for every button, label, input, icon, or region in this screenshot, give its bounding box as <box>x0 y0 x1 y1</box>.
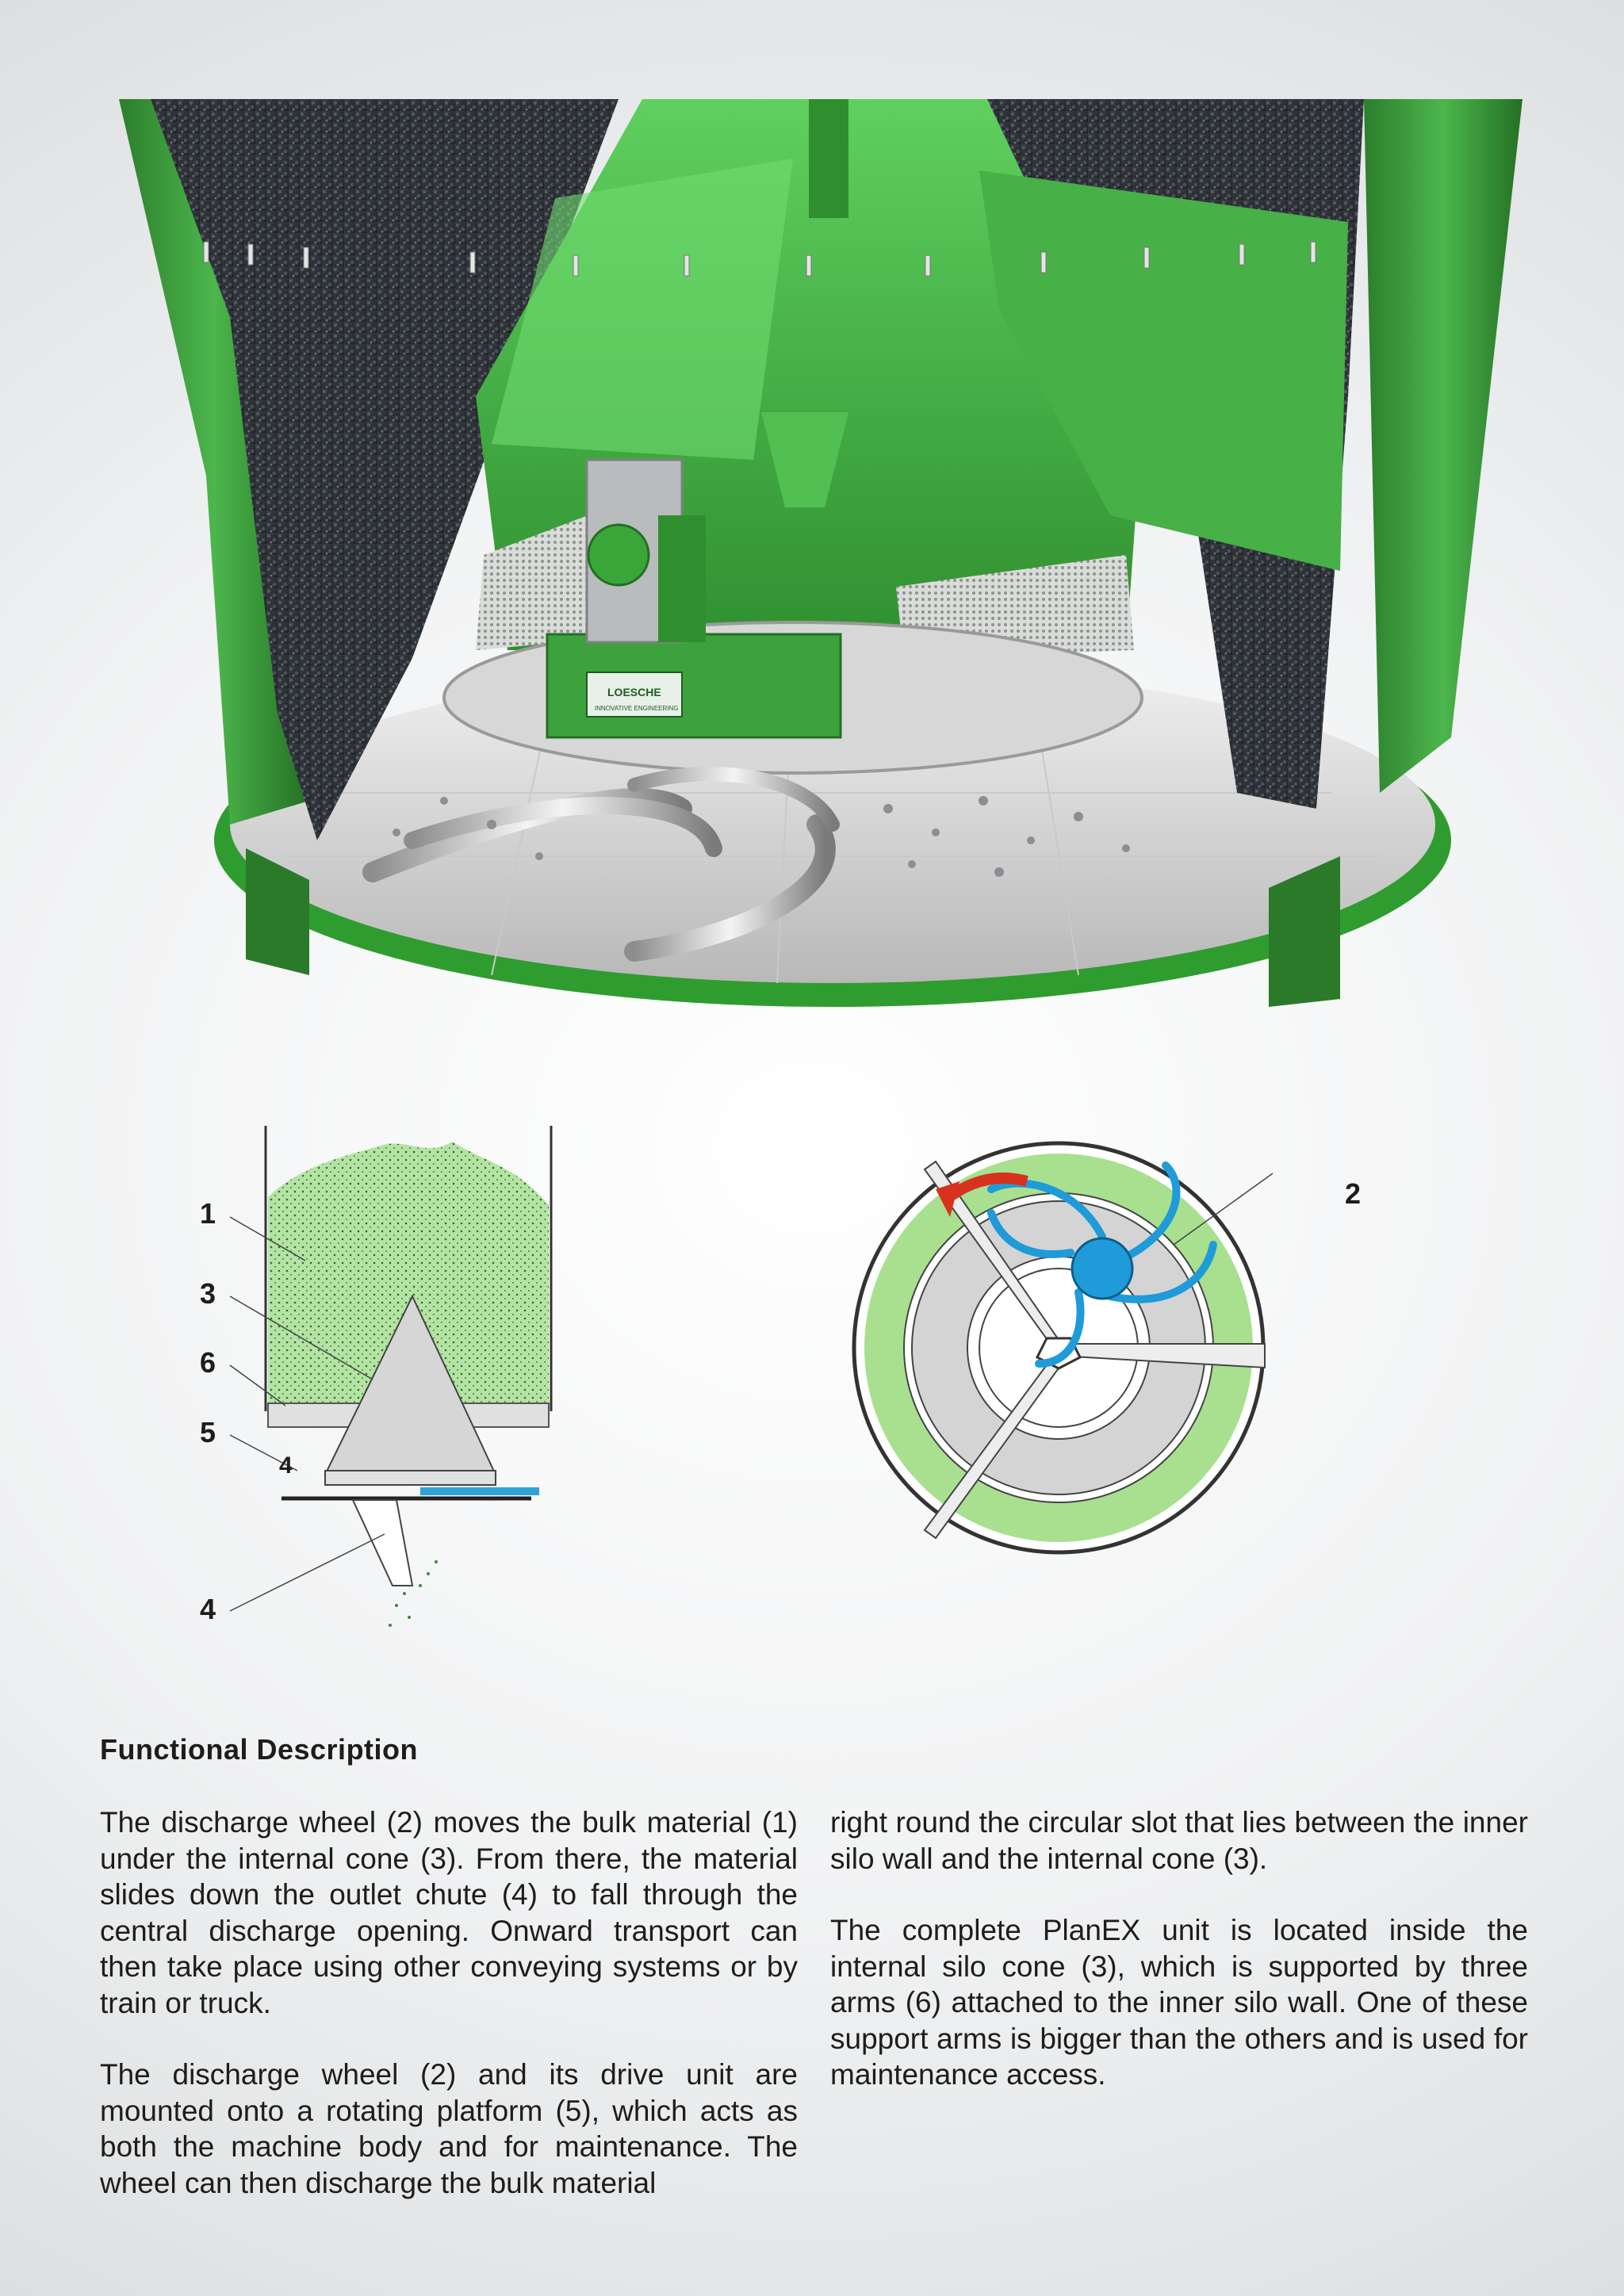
paragraph-4: The complete PlanEX unit is located inside the internal silo cone (3), which is supported by three arms (6) attached to the inner silo wall. One of these support arms is bigger than the others and is used for maintenance access. <box>830 1914 1528 2091</box>
discharge-wheel-top-view <box>833 1126 1388 1570</box>
label-rotating-platform: 5 <box>200 1416 216 1448</box>
label-material: 1 <box>200 1197 216 1230</box>
planex-cutaway-illustration <box>0 0 1624 1031</box>
svg-text:LOESCHE: LOESCHE <box>607 686 661 698</box>
outlet-chute <box>353 1500 412 1586</box>
svg-text:INNOVATIVE ENGINEERING: INNOVATIVE ENGINEERING <box>595 705 679 712</box>
paragraph-2: The discharge wheel (2) and its drive unit are mounted onto a rotating platform (5), which acts as both the machine body and for maintenance. The wheel can then discharge the bulk material <box>100 2058 798 2199</box>
label-internal-cone: 3 <box>200 1277 216 1310</box>
label-support-arms: 6 <box>200 1346 216 1379</box>
paragraph-3: right round the circular slot that lies between the inner silo wall and the internal cone (3). <box>830 1806 1528 1875</box>
text-column-right <box>830 1804 1528 2129</box>
label-discharge-wheel: 2 <box>1345 1177 1362 1210</box>
label-outlet-chute: 4 <box>200 1593 216 1625</box>
label-small-marker: 4 <box>279 1452 293 1479</box>
leader-line-4 <box>230 1534 385 1611</box>
silo-section-diagram <box>182 1110 595 1649</box>
discharge-wheel-section <box>420 1487 539 1495</box>
paragraph-1: The discharge wheel (2) moves the bulk material (1) under the internal cone (3). From there, the material slides down the outlet chute (4) to fall through the central discharge opening. Onward transport can then take place using other conveying systems or by train or truck. <box>100 1806 798 2019</box>
section-heading: Functional Description <box>100 1733 419 1766</box>
text-column-left <box>100 1804 798 2237</box>
